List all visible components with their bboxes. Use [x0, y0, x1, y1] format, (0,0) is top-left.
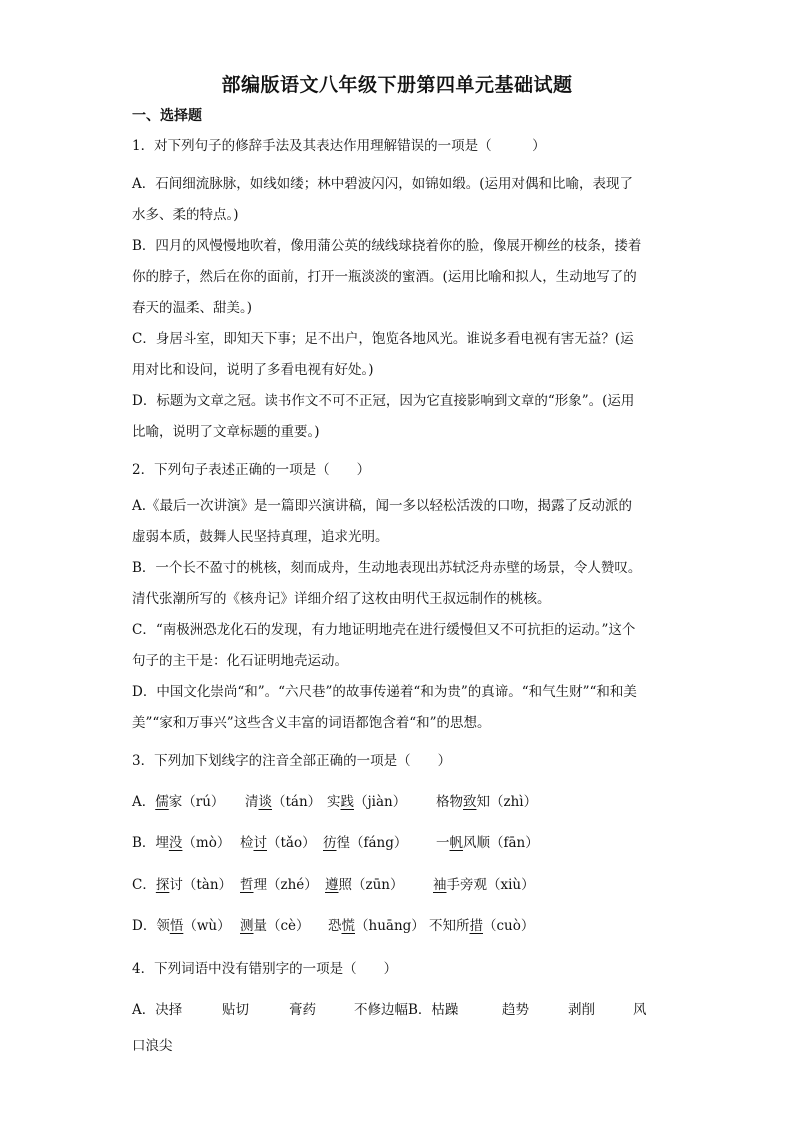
q1-stem: 1．对下列句子的修辞手法及其表达作用理解错误的一项是（ ） — [132, 138, 546, 154]
q3-option-a-item — [327, 790, 406, 810]
q3-option-a-item — [245, 790, 321, 810]
q3-word-suffix-pinyin: 量（cè） — [253, 918, 310, 934]
q3-option-d-item — [429, 914, 534, 934]
q1-option-d-line1: D．标题为文章之冠。读书作文不可不正冠，因为它直接影响到文章的“形象”。(运用 — [132, 393, 635, 409]
q2-option-c-line1: C．“南极洲恐龙化石的发现，有力地证明地壳在进行缓慢但又不可抗拒的运动。”这个 — [132, 622, 636, 638]
q4-word: 剥削 — [568, 1002, 595, 1018]
q4-word: 不修边幅B．枯躁 — [354, 1002, 459, 1018]
q4-word: 风 — [633, 1002, 647, 1018]
q3-word-suffix-pinyin: （tán） — [272, 794, 322, 810]
q3-word-suffix-pinyin: （wù） — [183, 918, 231, 934]
q4-word: 贴切 — [222, 1002, 249, 1018]
section-heading: 一、选择题 — [132, 108, 202, 124]
q3-option-b-item — [132, 831, 230, 851]
q3-word-suffix-pinyin: 徨（fáng） — [336, 835, 408, 851]
q3-word-prefix: 一 — [436, 835, 450, 851]
q3-option-b-item — [323, 831, 407, 851]
q3-option-c-item — [240, 873, 318, 893]
q3-word-suffix-pinyin: 风顺（fān） — [463, 835, 539, 851]
q3-option-d-item — [240, 914, 310, 934]
q3-word-prefix: 实 — [327, 794, 341, 810]
q3-word-prefix: 不知所 — [429, 918, 470, 934]
q1-option-b-line3: 春天的温柔、甜美。) — [132, 300, 253, 316]
q4-word: 膏药 — [289, 1002, 316, 1018]
q3-option-d-item — [132, 914, 231, 934]
q4-row-continuation: 口浪尖 — [132, 1038, 173, 1054]
q4-stem: 4．下列词语中没有错别字的一项是（ ） — [132, 961, 398, 977]
q3-word-prefix: 领 — [156, 918, 170, 934]
q3-option-label: A． — [132, 794, 156, 810]
q3-option-c-item — [433, 873, 535, 893]
q3-underlined-char: 袖 — [433, 877, 447, 893]
q3-underlined-char: 没 — [168, 835, 183, 851]
q3-option-label: D． — [132, 918, 157, 934]
q3-option-label: B． — [132, 835, 156, 851]
q2-option-a-line2: 虚弱本质，鼓舞人民坚持真理，追求光明。 — [132, 529, 389, 545]
q3-word-suffix-pinyin: （jiàn） — [354, 794, 407, 810]
q2-option-d-line2: 美”“家和万事兴”这些含义丰富的词语都饱含着“和”的思想。 — [132, 715, 491, 731]
q3-word-suffix-pinyin: （huāng） — [355, 918, 425, 934]
q3-option-c-item — [132, 873, 232, 893]
q2-option-c-line2: 句子的主干是：化石证明地壳运动。 — [132, 653, 348, 669]
q3-underlined-char: 彷 — [323, 835, 337, 851]
q3-word-suffix-pinyin: 知（zhì） — [476, 794, 538, 810]
q4-word: 趋势 — [502, 1002, 529, 1018]
q3-word-suffix-pinyin: 手旁观（xiù） — [446, 877, 535, 893]
q3-word-suffix-pinyin: 家（rú） — [168, 794, 225, 810]
q2-stem: 2．下列句子表述正确的一项是（ ） — [132, 462, 371, 478]
q3-underlined-char: 慌 — [341, 918, 355, 934]
q3-word-suffix-pinyin: 讨（tàn） — [169, 877, 233, 893]
q3-word-prefix: 恐 — [328, 918, 342, 934]
q1-option-c-line1: C．身居斗室，即知天下事；足不出户，饱览各地风光。谁说多看电视有害无益？(运 — [132, 331, 634, 347]
q3-underlined-char: 遵 — [325, 877, 339, 893]
q1-option-b-line2: 你的脖子，然后在你的面前，打开一瓶淡淡的蜜酒。(运用比喻和拟人，生动地写了的 — [132, 269, 637, 285]
q3-option-a-item — [436, 790, 537, 810]
q3-option-b-item — [436, 831, 539, 851]
q3-stem: 3．下列加下划线字的注音全部正确的一项是（ ） — [132, 753, 452, 769]
q3-underlined-char: 悟 — [169, 918, 184, 934]
q1-option-d-line2: 比喻，说明了文章标题的重要。) — [132, 424, 320, 440]
q3-word-suffix-pinyin: 理（zhé） — [253, 877, 318, 893]
q3-underlined-char: 讨 — [253, 835, 267, 851]
q3-underlined-char: 探 — [155, 877, 170, 893]
q3-underlined-char: 测 — [240, 918, 254, 934]
q3-word-prefix: 清 — [245, 794, 259, 810]
q3-word-suffix-pinyin: （cuò） — [483, 918, 535, 934]
q4-word: A．决择 — [132, 1002, 183, 1018]
q3-option-b-item — [240, 831, 316, 851]
q2-option-d-line1: D．中国文化崇尚“和”。“六尺巷”的故事传递着“和为贵”的真谛。“和气生财”“和和美 — [132, 684, 637, 700]
q3-underlined-char: 措 — [469, 918, 483, 934]
q3-word-suffix-pinyin: （tǎo） — [267, 835, 316, 851]
q3-option-c-item — [325, 873, 404, 893]
q3-word-prefix: 埋 — [155, 835, 169, 851]
q3-underlined-char: 哲 — [240, 877, 254, 893]
q3-option-a-item — [132, 790, 224, 810]
q1-option-b-line1: B．四月的风慢慢地吹着，像用蒲公英的绒线球挠着你的脸，像展开柳丝的枝条，搂着 — [132, 238, 642, 254]
q3-word-suffix-pinyin: 照（zūn） — [338, 877, 404, 893]
q3-option-d-item — [328, 914, 425, 934]
q2-option-b-line2: 清代张潮所写的《核舟记》详细介绍了这枚由明代王叔远制作的桃核。 — [132, 591, 551, 607]
page-title: 部编版语文八年级下册第四单元基础试题 — [221, 74, 573, 96]
q3-word-prefix: 检 — [240, 835, 254, 851]
q3-underlined-char: 致 — [463, 794, 477, 810]
q3-underlined-char: 践 — [340, 794, 354, 810]
q3-underlined-char: 帆 — [449, 835, 463, 851]
q1-option-c-line2: 用对比和设问，说明了多看电视有好处。) — [132, 362, 374, 378]
q3-underlined-char: 儒 — [155, 794, 169, 810]
q1-option-a-line2: 水多、柔的特点。) — [132, 207, 239, 223]
q3-word-prefix: 格物 — [436, 794, 463, 810]
q3-word-suffix-pinyin: （mò） — [182, 835, 231, 851]
q2-option-a-line1: A.《最后一次讲演》是一篇即兴演讲稿，闻一多以轻松活泼的口吻，揭露了反动派的 — [132, 498, 633, 514]
q3-underlined-char: 谈 — [258, 794, 272, 810]
q1-option-a-line1: A．石间细流脉脉，如线如缕；林中碧波闪闪，如锦如缎。(运用对偶和比喻，表现了 — [132, 176, 634, 192]
q2-option-b-line1: B．一个长不盈寸的桃核，刻而成舟，生动地表现出苏轼泛舟赤壁的场景，令人赞叹。 — [132, 560, 642, 576]
q3-option-label: C． — [132, 877, 156, 893]
